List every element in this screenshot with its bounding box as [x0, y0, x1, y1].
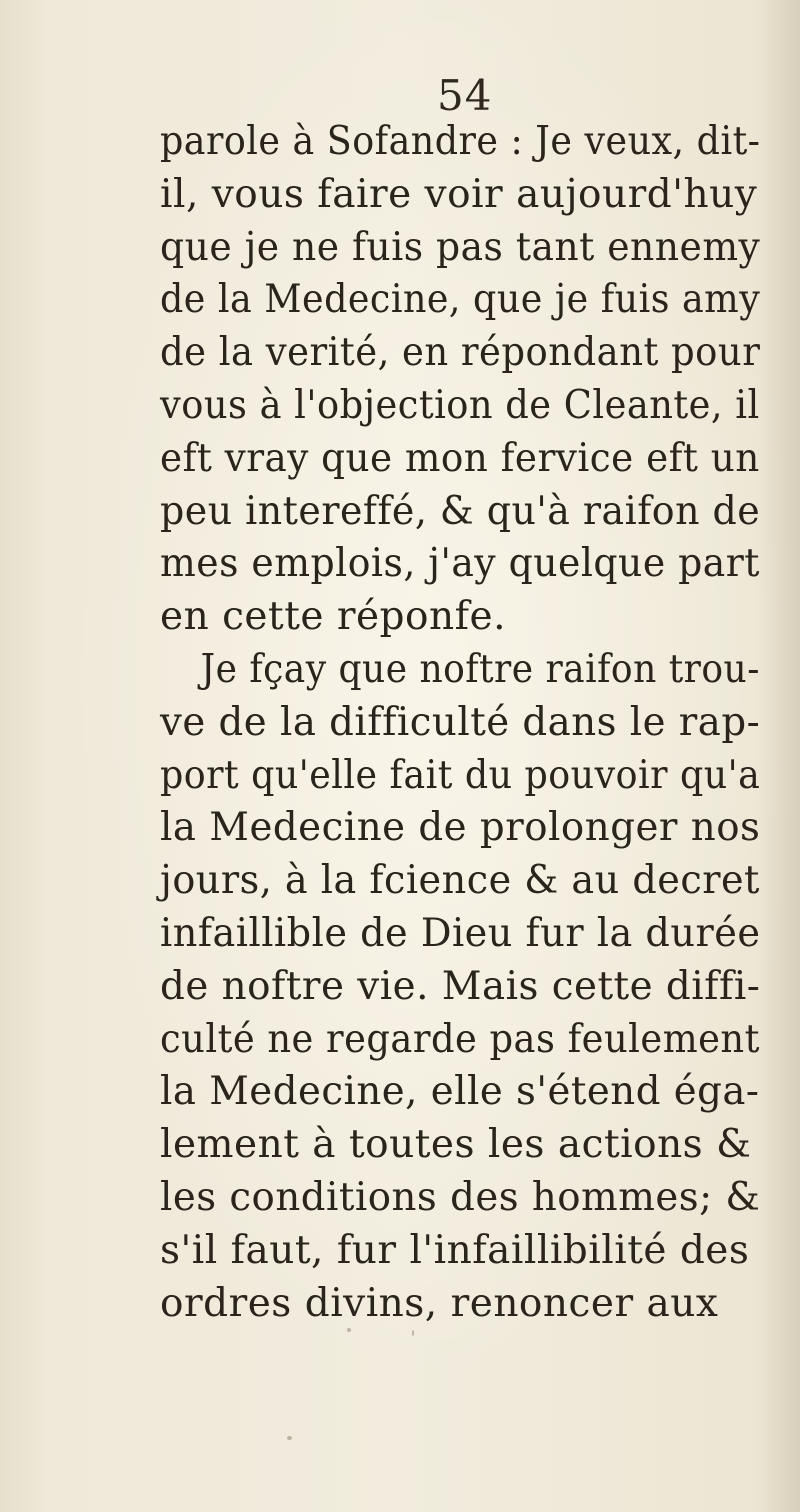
text-line: il, vous faire voir aujourd'huy — [160, 171, 758, 217]
text-line: en cette réponfe. — [160, 594, 507, 640]
text-line: parole à Sofandre : Je veux, dit- — [160, 119, 761, 164]
text-line: de noftre vie. Mais cette diffi- — [160, 963, 761, 1009]
paper-speck — [347, 1328, 351, 1332]
page-number: 54 — [437, 71, 493, 120]
text-line: de la Medecine, que je fuis amy — [160, 277, 761, 323]
paper-speck — [412, 1330, 414, 1336]
text-line: culté ne regarde pas feulement — [160, 1016, 760, 1062]
body-text — [160, 116, 760, 1330]
text-line: la Medecine, elle s'étend éga- — [160, 1069, 760, 1115]
text-line: Je fçay que noftre raifon trou- — [200, 646, 760, 692]
text-line: la Medecine de prolonger nos — [160, 805, 761, 851]
text-line: vous à l'objection de Cleante, il — [160, 382, 760, 428]
text-line: peu intereffé, & qu'à raifon de — [160, 488, 761, 534]
text-line: port qu'elle fait du pouvoir qu'a — [160, 752, 761, 798]
text-line: eft vray que mon fervice eft un — [160, 435, 760, 481]
text-line: ordres divins, renoncer aux — [160, 1280, 719, 1326]
text-line: jours, à la fcience & au decret — [160, 858, 760, 904]
text-line: les conditions des hommes; & — [160, 1174, 761, 1220]
text-line: infaillible de Dieu fur la durée — [160, 910, 761, 956]
text-line: s'il faut, fur l'infaillibilité des — [160, 1227, 750, 1273]
page-edge-shadow — [760, 0, 800, 1512]
text-line: ve de la difficulté dans le rap- — [160, 699, 761, 745]
paper-speck — [287, 1436, 292, 1440]
text-line: que je ne fuis pas tant ennemy — [160, 224, 761, 270]
text-line: lement à toutes les actions & — [160, 1122, 752, 1168]
text-line: de la verité, en répondant pour — [160, 330, 761, 376]
text-line: mes emplois, j'ay quelque part — [160, 541, 760, 587]
